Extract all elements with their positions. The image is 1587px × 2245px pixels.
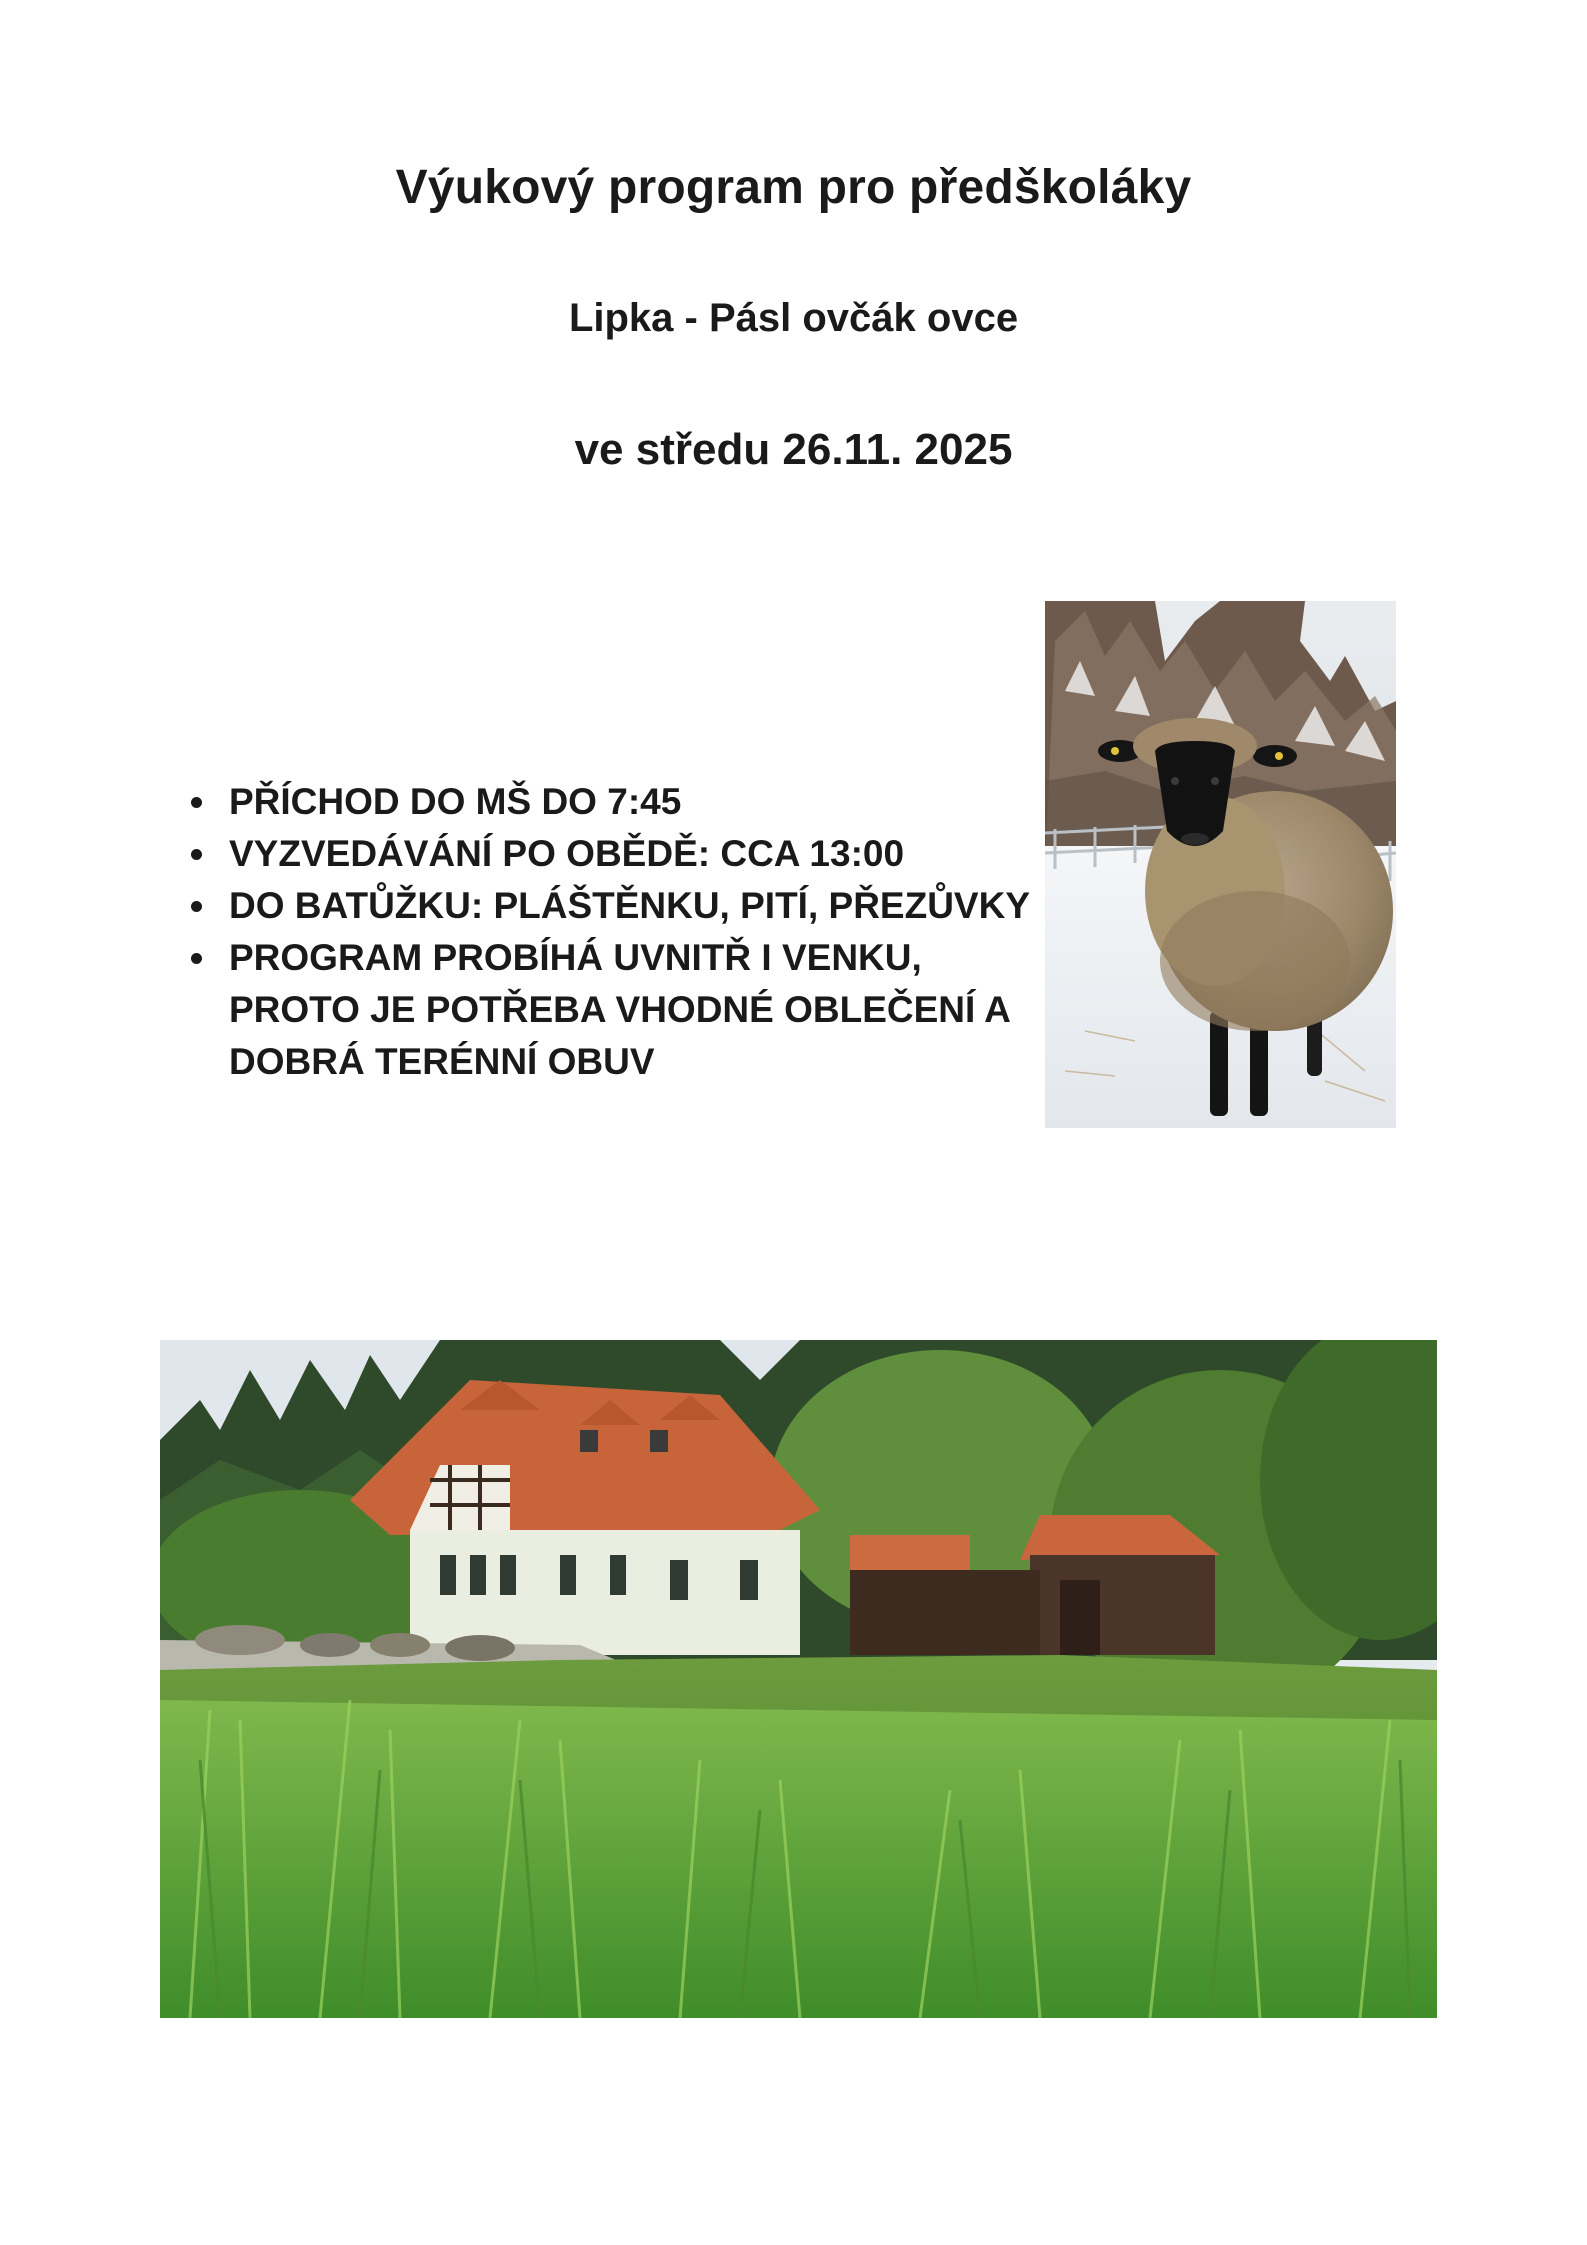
bullet-icon: [191, 901, 202, 912]
info-list: [185, 776, 1085, 1088]
bullet-icon: [191, 797, 202, 808]
bullet-icon: [191, 953, 202, 964]
list-item-text: DOBRÁ TERÉNNÍ OBUV: [229, 1041, 655, 1082]
list-item-text: PROGRAM PROBÍHÁ UVNITŘ I VENKU,: [229, 937, 922, 978]
program-subtitle: Lipka - Pásl ovčák ovce: [568, 296, 1019, 340]
sheep-photo: [1045, 601, 1396, 1128]
list-item-text: PŘÍCHOD DO MŠ DO 7:45: [229, 781, 682, 822]
list-item: [185, 776, 1085, 828]
list-item: [185, 828, 1085, 880]
program-date: ve středu 26.11. 2025: [574, 425, 1013, 474]
bullet-icon: [191, 849, 202, 860]
list-item: [185, 880, 1085, 932]
list-item: [185, 932, 1085, 1088]
list-item-text: PROTO JE POTŘEBA VHODNÉ OBLEČENÍ A: [229, 989, 1011, 1030]
list-item-text: VYZVEDÁVÁNÍ PO OBĚDĚ: CCA 13:00: [229, 833, 905, 874]
page-title: Výukový program pro předškoláky: [395, 161, 1192, 214]
list-item-text: DO BATŮŽKU: PLÁŠTĚNKU, PITÍ, PŘEZŮVKY: [229, 885, 1030, 926]
center-photo: [160, 1340, 1437, 2018]
